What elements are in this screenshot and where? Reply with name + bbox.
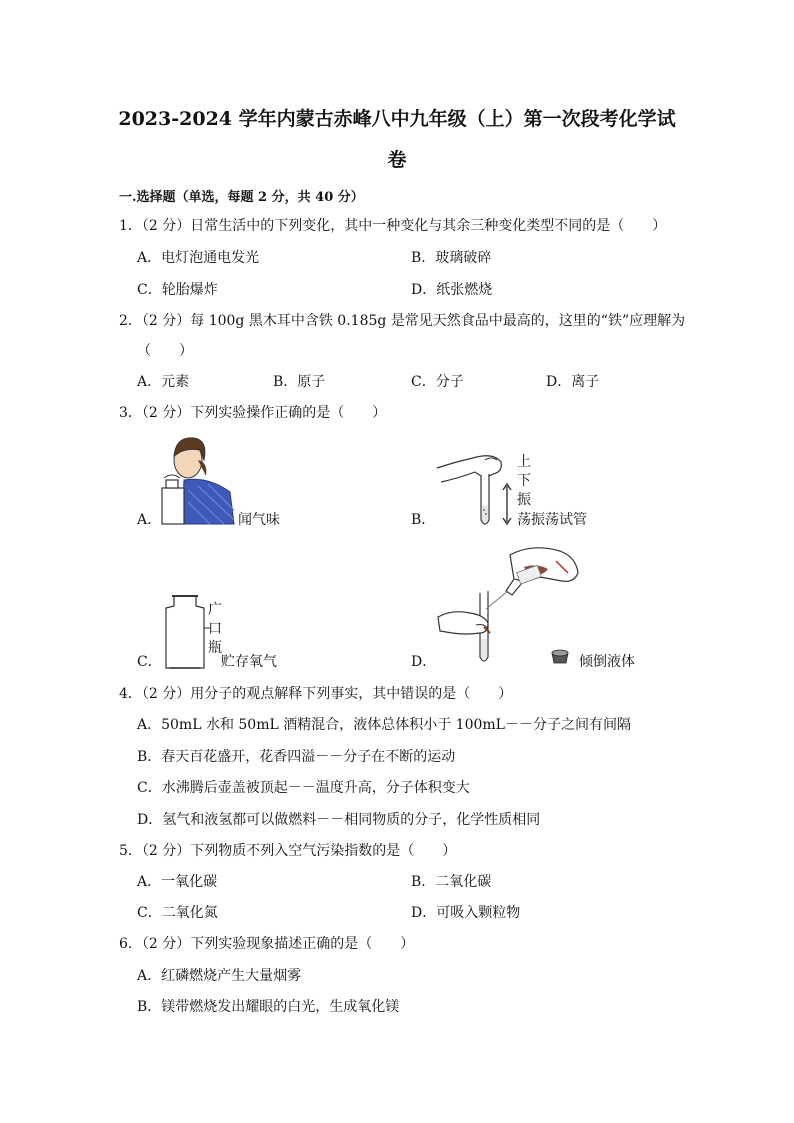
question-2-stem: 2．（2 分）每 100g 黑木耳中含铁 0.185g 是常见天然食品中最高的，这里的“铁”应理解为 (119, 313, 686, 329)
question-3-option-b-caption-2: 下 (517, 473, 531, 489)
exam-title-line1: 2023-2024 学年内蒙古赤峰八中九年级（上）第一次段考化学试 (118, 108, 676, 130)
smelling-gas-figure (158, 432, 238, 526)
question-1-stem: 1．（2 分）日常生活中的下列变化，其中一种变化与其余三种变化类型不同的是（ ） (119, 218, 667, 234)
question-1-option-a: A．电灯泡通电发光 (137, 250, 260, 266)
shaking-test-tube-figure (435, 448, 515, 530)
question-5-option-a: A．一氧化碳 (137, 874, 218, 890)
question-3-option-b-letter: B． (411, 512, 436, 528)
section-heading: 一.选择题（单选，每题 2 分，共 40 分） (119, 190, 364, 205)
question-6-stem: 6．（2 分）下列实验现象描述正确的是（ ） (119, 936, 415, 952)
wide-mouth-bottle-figure (160, 592, 210, 670)
question-3-option-d-letter: D． (411, 654, 437, 670)
question-5-option-b: B．二氧化碳 (411, 874, 492, 890)
question-4-option-a: A．50mL 水和 50mL 酒精混合，液体总体积小于 100mL－－分子之间有间隔 (137, 717, 631, 733)
question-2-option-d: D．离子 (546, 374, 600, 390)
pouring-liquid-figure (436, 543, 586, 668)
question-5-option-c: C．二氧化氮 (137, 905, 218, 921)
question-3-option-b-caption-3: 振 (517, 492, 531, 508)
question-4-stem: 4．（2 分）用分子的观点解释下列事实，其中错误的是（ ） (119, 686, 513, 702)
question-3-option-b-caption-4: 荡振荡试管 (517, 512, 587, 528)
question-1-option-b: B．玻璃破碎 (411, 250, 492, 266)
question-5-stem: 5．（2 分）下列物质不列入空气污染指数的是（ ） (119, 843, 457, 859)
question-2-option-b: B．原子 (273, 374, 326, 390)
question-3-option-d-caption: 倾倒液体 (579, 654, 635, 670)
question-3-option-c-letter: C． (137, 654, 162, 670)
question-6-option-b: B．镁带燃烧发出耀眼的白光，生成氧化镁 (137, 999, 400, 1015)
question-4-option-c: C．水沸腾后壶盖被顶起－－温度升高，分子体积变大 (137, 780, 470, 796)
question-3-option-a-letter: A． (137, 512, 162, 528)
question-6-option-a: A．红磷燃烧产生大量烟雾 (137, 968, 302, 984)
question-2-option-c: C．分子 (411, 374, 464, 390)
question-2-stem-bracket: （ ） (137, 343, 193, 359)
question-3-stem: 3．（2 分）下列实验操作正确的是（ ） (119, 405, 387, 421)
question-4-option-b: B．春天百花盛开，花香四溢－－分子在不断的运动 (137, 749, 456, 765)
question-3-option-c-caption-4: 贮存氧气 (221, 654, 277, 670)
question-1-option-c: C．轮胎爆炸 (137, 282, 218, 298)
question-1-option-d: D．纸张燃烧 (411, 282, 493, 298)
question-4-option-d: D．氢气和液氢都可以做燃料－－相同物质的分子，化学性质相同 (137, 812, 541, 828)
question-3-option-c-caption-3: 瓶 (208, 640, 222, 656)
question-2-option-a: A．元素 (137, 374, 190, 390)
question-3-option-b-caption-1: 上 (517, 454, 531, 470)
question-3-option-c-caption-1: 广 (208, 602, 222, 618)
question-5-option-d: D．可吸入颗粒物 (411, 905, 521, 921)
question-3-option-a-caption: 闻气味 (238, 512, 280, 528)
question-3-option-c-caption-2: 口 (208, 621, 222, 637)
exam-title-line2: 卷 (387, 149, 407, 171)
